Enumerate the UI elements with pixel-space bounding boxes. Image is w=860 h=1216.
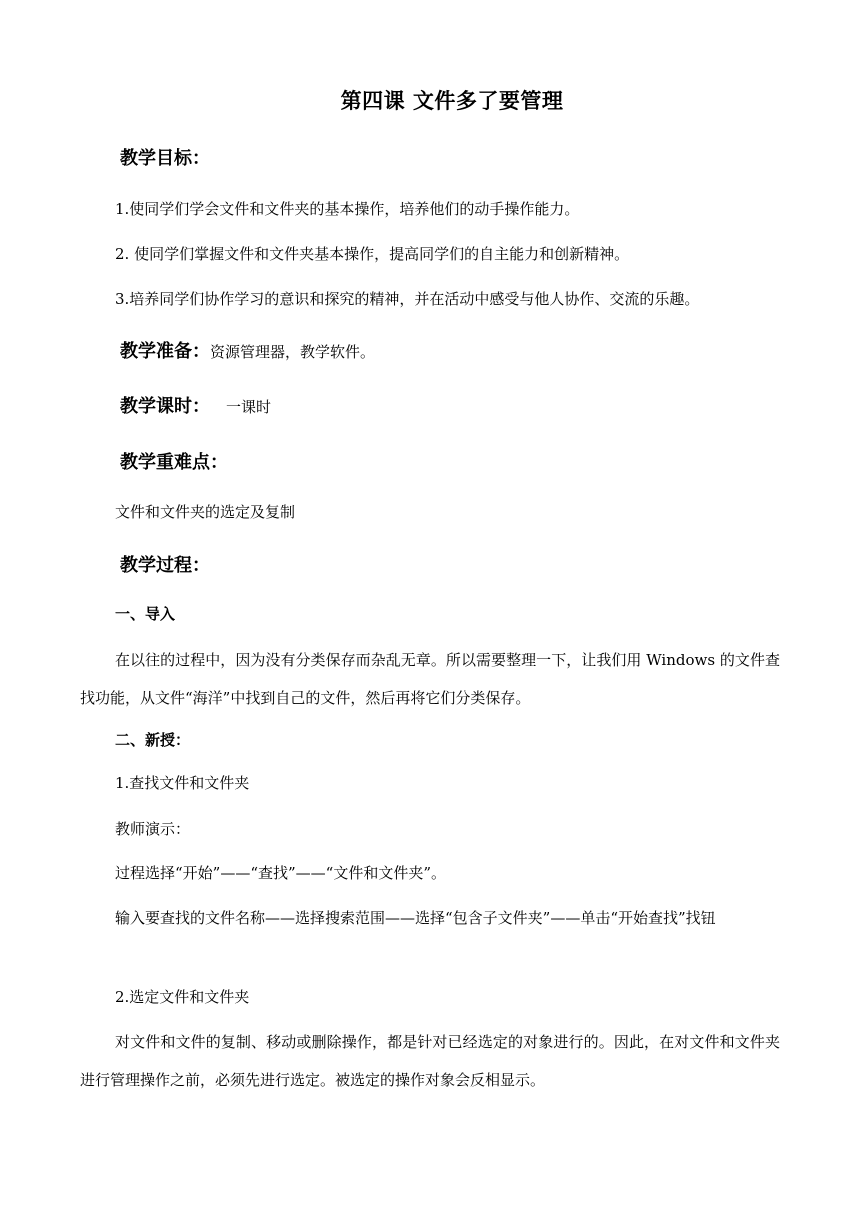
preparation-value: 资源管理器，教学软件。 bbox=[210, 343, 376, 361]
step1-process: 过程选择“开始”——“查找”——“文件和文件夹”。 bbox=[115, 864, 447, 882]
duration-label: 教学课时： bbox=[120, 396, 210, 417]
process-heading: 教学过程： bbox=[120, 555, 210, 576]
teacher-demo-label: 教师演示： bbox=[115, 820, 191, 838]
preparation-row bbox=[120, 339, 375, 365]
objective-item-2: 2. 使同学们掌握文件和文件夹基本操作，提高同学们的自主能力和创新精神。 bbox=[115, 245, 630, 263]
objective-item-3: 3.培养同学们协作学习的意识和探究的精神，并在活动中感受与他人协作、交流的乐趣。 bbox=[115, 290, 700, 308]
objective-item-1: 1.使同学们学会文件和文件夹的基本操作，培养他们的动手操作能力。 bbox=[115, 200, 580, 218]
new-lesson-heading: 二、新授： bbox=[115, 731, 191, 749]
page-title: 第四课 文件多了要管理 bbox=[340, 89, 564, 113]
step2-paragraph: 对文件和文件的复制、移动或删除操作，都是针对已经选定的对象进行的。因此，在对文件和文件夹进行管理操作之前，必须先进行选定。被选定的操作对象会反相显示。 bbox=[80, 1033, 780, 1089]
objectives-heading: 教学目标： bbox=[120, 148, 210, 169]
intro-paragraph: 在以往的过程中，因为没有分类保存而杂乱无章。所以需要整理一下，让我们用 Windows 的文件查找功能，从文件“海洋”中找到自己的文件，然后再将它们分类保存。 bbox=[80, 651, 780, 707]
preparation-label: 教学准备： bbox=[120, 341, 210, 362]
step1-title: 1.查找文件和文件夹 bbox=[115, 774, 250, 792]
duration-value: 一课时 bbox=[226, 398, 272, 416]
step2-title: 2.选定文件和文件夹 bbox=[115, 988, 250, 1006]
intro-heading: 一、导入 bbox=[115, 605, 176, 623]
key-points-heading: 教学重难点： bbox=[120, 452, 228, 473]
key-points-text: 文件和文件夹的选定及复制 bbox=[115, 503, 296, 521]
duration-row bbox=[120, 394, 271, 420]
step1-detail: 输入要查找的文件名称——选择搜索范围——选择“包含子文件夹”——单击“开始查找”找钮 bbox=[115, 909, 716, 927]
